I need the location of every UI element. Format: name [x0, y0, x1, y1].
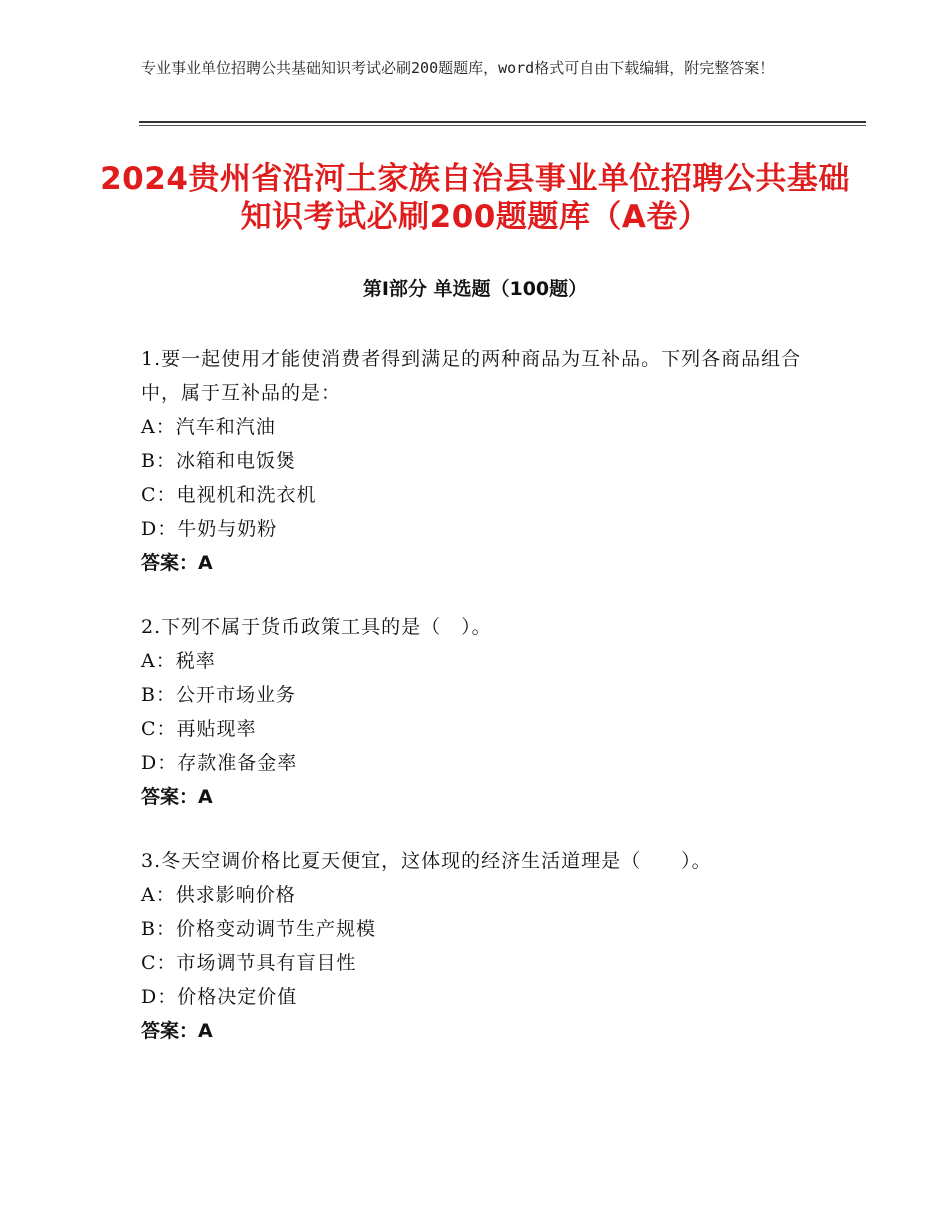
header-note: 专业事业单位招聘公共基础知识考试必刷200题题库，word格式可自由下载编辑，附完整答案！: [141, 59, 775, 77]
option-d: D：牛奶与奶粉: [141, 518, 278, 540]
answer: 答案：A: [141, 786, 213, 808]
answer: 答案：A: [141, 552, 213, 574]
option-d: D：价格决定价值: [141, 986, 298, 1008]
option-a: A：汽车和汽油: [141, 416, 276, 438]
option-a: A：供求影响价格: [141, 884, 296, 906]
document-title: 2024贵州省沿河土家族自治县事业单位招聘公共基础知识考试必刷200题题库（A卷）: [100, 161, 850, 235]
option-b: B：公开市场业务: [141, 684, 296, 706]
question-list: [141, 342, 811, 1078]
question-text: 1.要一起使用才能使消费者得到满足的两种商品为互补品。下列各商品组合中，属于互补品的是：: [141, 348, 802, 404]
option-b: B：冰箱和电饭煲: [141, 450, 296, 472]
option-a: A：税率: [141, 650, 216, 672]
option-c: C：市场调节具有盲目性: [141, 952, 357, 974]
question-text: 3.冬天空调价格比夏天便宜，这体现的经济生活道理是（ ）。: [141, 850, 712, 872]
option-c: C：电视机和洗衣机: [141, 484, 317, 506]
question-3: [141, 844, 811, 1048]
option-c: C：再贴现率: [141, 718, 257, 740]
question-text: 2.下列不属于货币政策工具的是（ ）。: [141, 616, 492, 638]
option-b: B：价格变动调节生产规模: [141, 918, 376, 940]
question-1: [141, 342, 811, 580]
section-title: 第Ⅰ部分 单选题（100题）: [362, 278, 588, 300]
option-d: D：存款准备金率: [141, 752, 298, 774]
answer: 答案：A: [141, 1020, 213, 1042]
header-rule-thin: [139, 125, 866, 126]
question-2: [141, 610, 811, 814]
header-rule-thick: [139, 121, 866, 123]
